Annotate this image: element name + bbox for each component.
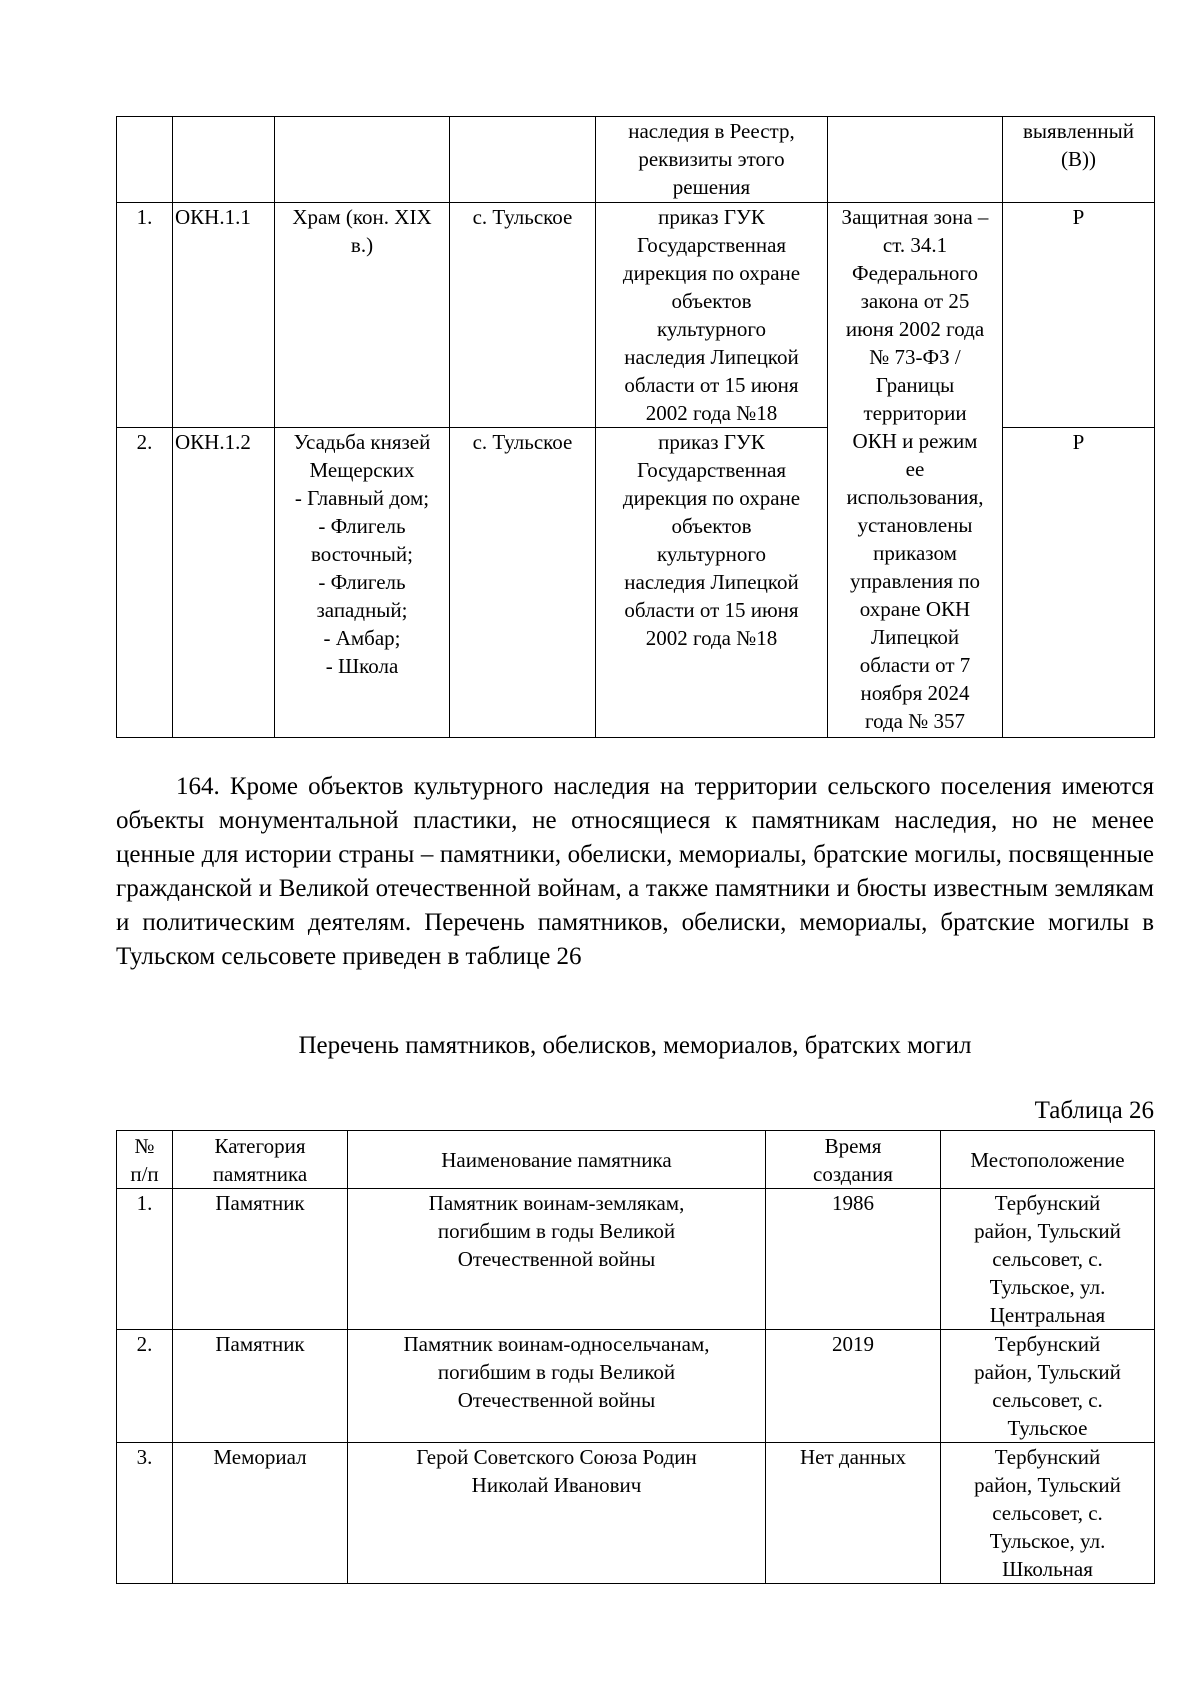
- monument-year: Нет данных: [766, 1443, 941, 1584]
- object-name: Усадьба князей Мещерских - Главный дом; - Флигель восточный; - Флигель западный; - Амбар; - Школа: [275, 428, 450, 738]
- monument-name: Герой Советского Союза Родин Николай Иванович: [348, 1443, 766, 1584]
- object-code: ОКН.1.2: [173, 428, 275, 738]
- row-number: 2.: [117, 428, 173, 738]
- object-category: Р: [1003, 428, 1155, 738]
- table-row: [117, 203, 1155, 428]
- table-caption: Перечень памятников, обелисков, мемориалов, братских могил: [298, 1032, 972, 1059]
- header-num: № п/п: [117, 1131, 173, 1189]
- monument-category: Памятник: [173, 1330, 348, 1443]
- header-category: Категория памятника: [173, 1131, 348, 1189]
- monument-location: Тербунский район, Тульский сельсовет, с. Тульское, ул. Центральная: [941, 1189, 1155, 1330]
- object-document: приказ ГУК Государственная дирекция по охране объектов культурного наследия Липецкой области от 15 июня 2002 года №18: [596, 428, 828, 738]
- table-cell: [117, 117, 173, 203]
- monument-year: 2019: [766, 1330, 941, 1443]
- table-cell: [828, 117, 1003, 203]
- paragraph-text: 164. Кроме объектов культурного наследия на территории сельского поселения имеются объекты монументальной пластики, не относящиеся к памятникам наследия, но не менее ценные для истории страны – памятники, обелиски, мемориалы, братские могилы, посвященные гражданской и Великой отечественной войнам, а также памятники и бюсты известным землякам и политическим деятелям. Перечень памятников, обелиски, мемориалы, братские могилы в Тульском сельсовете приведен в таблице 26: [116, 773, 1154, 970]
- table-row: [117, 117, 1155, 203]
- object-code: ОКН.1.1: [173, 203, 275, 428]
- row-number: 3.: [117, 1443, 173, 1584]
- row-number: 2.: [117, 1330, 173, 1443]
- table-row: [117, 1443, 1155, 1584]
- object-location: с. Тульское: [450, 428, 596, 738]
- row-number: 1.: [117, 1189, 173, 1330]
- object-document: приказ ГУК Государственная дирекция по охране объектов культурного наследия Липецкой области от 15 июня 2002 года №18: [596, 203, 828, 428]
- object-name: Храм (кон. XIX в.): [275, 203, 450, 428]
- paragraph-164: [116, 770, 1154, 974]
- header-location: Местоположение: [941, 1131, 1155, 1189]
- object-location: с. Тульское: [450, 203, 596, 428]
- header-year: Время создания: [766, 1131, 941, 1189]
- object-category: Р: [1003, 203, 1155, 428]
- monument-year: 1986: [766, 1189, 941, 1330]
- monuments-table: [116, 1130, 1155, 1584]
- heritage-objects-table: [116, 116, 1155, 738]
- monument-category: Памятник: [173, 1189, 348, 1330]
- row-number: 1.: [117, 203, 173, 428]
- monument-name: Памятник воинам-односельчанам, погибшим в годы Великой Отечественной войны: [348, 1330, 766, 1443]
- table-cell: наследия в Реестр, реквизиты этого решения: [596, 117, 828, 203]
- table-row: [117, 1330, 1155, 1443]
- table-number-label: Таблица 26: [1034, 1097, 1154, 1124]
- monument-location: Тербунский район, Тульский сельсовет, с. Тульское: [941, 1330, 1155, 1443]
- monument-location: Тербунский район, Тульский сельсовет, с. Тульское, ул. Школьная: [941, 1443, 1155, 1584]
- table-cell: [450, 117, 596, 203]
- table-cell: [275, 117, 450, 203]
- table-row: [117, 1189, 1155, 1330]
- table-cell: [173, 117, 275, 203]
- monument-name: Памятник воинам-землякам, погибшим в годы Великой Отечественной войны: [348, 1189, 766, 1330]
- table-header-row: [117, 1131, 1155, 1189]
- table-cell: выявленный (В)): [1003, 117, 1155, 203]
- header-name: Наименование памятника: [348, 1131, 766, 1189]
- monument-category: Мемориал: [173, 1443, 348, 1584]
- protection-zone-text: Защитная зона – ст. 34.1 Федерального закона от 25 июня 2002 года № 73-ФЗ / Границы территории ОКН и режим ее использования, установлены приказом управления по охране ОКН Липецкой области от 7 ноября 2024 года № 357: [828, 203, 1003, 738]
